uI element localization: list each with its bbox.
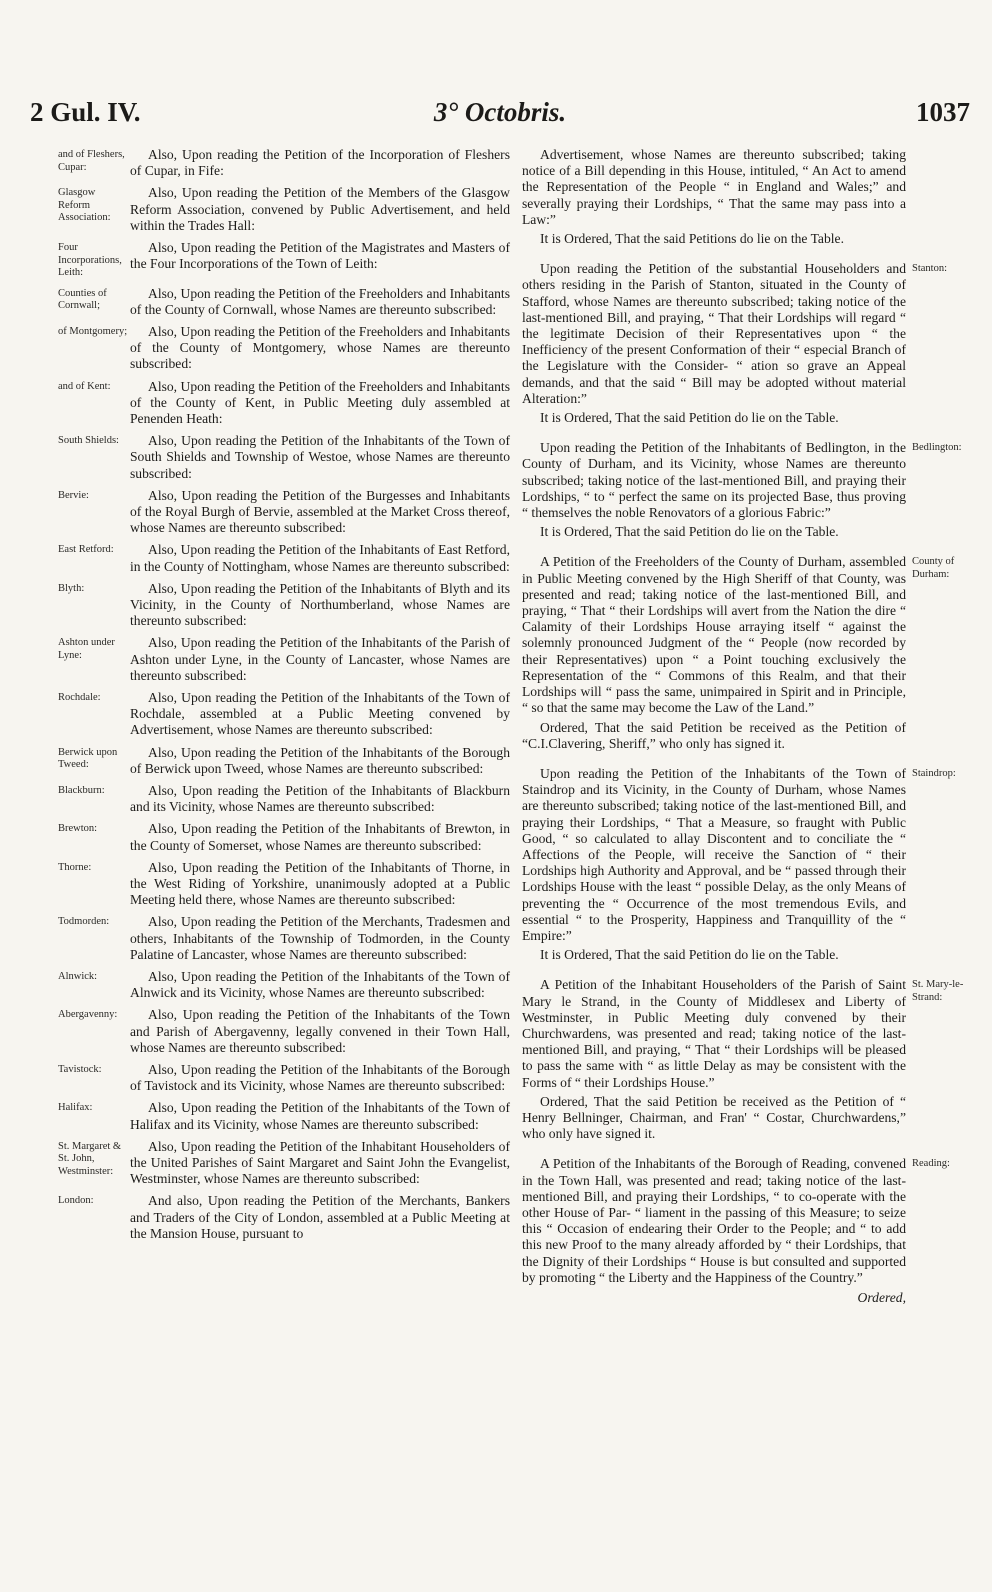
margin-label: South Shields:: [58, 435, 119, 447]
order-text: It is Ordered, That the said Petitions do lie on the Table.: [540, 231, 844, 247]
petition-entry: [58, 860, 510, 909]
margin-label: Bervie:: [58, 489, 89, 501]
petition-entry: [522, 554, 955, 751]
petition-entry: [58, 286, 510, 318]
petition-entry: [522, 147, 906, 247]
petition-text: And also, Upon reading the Petition of the Merchants, Bankers and Traders of the City of London, assembled at a Public Meeting at the Mansion House, pursuant to: [130, 1193, 510, 1241]
petition-entry: [58, 1100, 510, 1132]
margin-label: Four Incorporations, Leith:: [58, 242, 122, 279]
margin-label: Thorne:: [58, 861, 92, 873]
petition-text: Advertisement, whose Names are thereunto subscribed; taking notice of a Bill depending in this House, intituled, “ An Act to amend the Representation of the People “ in England and Wales;” and severally praying their Lordships, “ That the same may pass into a Law:”: [522, 147, 906, 227]
margin-label: Abergavenny:: [58, 1009, 118, 1021]
margin-label: of Montgomery;: [58, 325, 128, 337]
petition-text: Also, Upon reading the Petition of the Members of the Glasgow Reform Association, convened by Public Advertisement, and held within the Trades Hall:: [130, 185, 510, 233]
petition-entry: [58, 783, 510, 815]
petition-entry: [58, 379, 510, 428]
petition-entry: [522, 1156, 950, 1286]
margin-label: Halifax:: [58, 1102, 93, 1114]
petition-entry: [58, 635, 510, 684]
petition-entry: [58, 690, 510, 739]
margin-label: Counties of Cornwall;: [58, 287, 107, 312]
petition-entry: [522, 261, 948, 426]
margin-label: Blyth:: [58, 582, 85, 594]
catchword: Ordered,: [857, 1290, 906, 1305]
petition-text: Also, Upon reading the Petition of the Inhabitants of the Town of Halifax and its Vicinity, whose Names are thereunto subscribed:: [130, 1100, 510, 1132]
order-text: Ordered, That the said Petition be received as the Petition of “ Henry Bellninger, Chairman, and Fran' “ Costar, Churchwardens,” who only have signed it.: [522, 1093, 906, 1142]
petition-entry: [58, 488, 510, 537]
order-text: It is Ordered, That the said Petition do lie on the Table.: [540, 410, 839, 426]
margin-label: Staindrop:: [912, 767, 956, 779]
margin-label: Todmorden:: [58, 916, 110, 928]
petition-entry: [58, 147, 510, 179]
petition-entry: [522, 440, 962, 540]
margin-label: Bedlington:: [912, 442, 962, 454]
petition-text: Also, Upon reading the Petition of the Freeholders and Inhabitants of the County of Kent, in Public Meeting duly assembled at Penenden Heath:: [130, 378, 510, 426]
regnal-year-heading: 2 Gul. IV.: [30, 97, 141, 127]
margin-label: St. Mary-le-Strand:: [912, 979, 964, 1003]
petition-text: Also, Upon reading the Petition of the Magistrates and Masters of the Four Incorporations of the Town of Leith:: [130, 240, 510, 272]
left-column: [58, 147, 510, 1248]
petition-entry: [58, 542, 510, 574]
petition-text: Also, Upon reading the Petition of the Inhabitants of the Town of Rochdale, assembled at a Public Meeting convened by Advertisement, whose Names are thereunto subscribed:: [130, 689, 510, 738]
petition-entry: [58, 745, 510, 777]
petition-text: Also, Upon reading the Petition of the Merchants, Tradesmen and others, Inhabitants of the Township of Todmorden, in the County Palatine of Lancaster, whose Names are thereunto subscribed:: [130, 914, 510, 962]
petition-text: Also, Upon reading the Petition of the Burgesses and Inhabitants of the Royal Burgh of Bervie, assembled at the Market Cross thereof, whose Names are thereunto subscribed:: [130, 487, 510, 536]
margin-label: St. Margaret & St. John, Westminster:: [58, 1140, 122, 1177]
petition-entry: [58, 433, 510, 482]
margin-label: Brewton:: [58, 823, 98, 835]
petition-entry: [58, 1062, 510, 1094]
petition-entry: [58, 1193, 510, 1242]
petition-text: Also, Upon reading the Petition of the Inhabitants of the Parish of Ashton under Lyne, in the County of Lancaster, whose Names are thereunto subscribed:: [130, 635, 510, 683]
petition-entry: [58, 324, 510, 373]
margin-label: East Retford:: [58, 544, 114, 556]
margin-label: Alnwick:: [58, 971, 98, 983]
petition-text: Upon reading the Petition of the Inhabitants of Bedlington, in the County of Durham, and its Vicinity, whose Names are thereunto subscribed; taking notice of the last-mentioned Bill, and praying their Lordships, “ to “ perfect the same on its projected Base, thus proving “ themselves the noble Renovators of a glorious Fabric:”: [522, 440, 906, 521]
petition-entry: [58, 1007, 510, 1056]
petition-text: Also, Upon reading the Petition of the Inhabitants of the Town of Alnwick and its Vicinity, whose Names are thereunto subscribed:: [130, 969, 510, 1001]
margin-label: Rochdale:: [58, 691, 101, 703]
margin-label: Ashton under Lyne:: [58, 637, 115, 661]
petition-entry: [58, 581, 510, 630]
petition-text: A Petition of the Inhabitants of the Borough of Reading, convened in the Town Hall, was presented and read; taking notice of the last-mentioned Bill, and praying their Lordships, “ to co-operate with the other House of Par- “ liament in the passing of this Measure; to seize this “ Occasion of endearing their Order to the People; and “ to add this new Proof to the many already afforded by “ their Lordships, that the Dignity of their Lordships “ House is but consulted and supported by promoting “ the Liberty and the Happiness of the Country.”: [522, 1156, 906, 1285]
page-header: [30, 92, 970, 132]
petition-text: Also, Upon reading the Petition of the Incorporation of Fleshers of Cupar, in Fife:: [130, 147, 510, 179]
petition-text: Also, Upon reading the Petition of the Inhabitants of the Borough of Tavistock and its Vicinity, whose Names are thereunto subscribed:: [130, 1062, 510, 1094]
petition-text: Upon reading the Petition of the substantial Householders and others residing in the Parish of Stanton, situated in the County of Stafford, whose Names are thereunto subscribed; taking notice of the last-mentioned Bill, and praying, “ That their Lordships will regard “ the legitimate Decision of their Representatives upon “ the Inefficiency of the present Conformation of their “ especial Branch of the Legislature with the Consider- “ ation so grave an Appeal demands, and that the said “ Bill may be adopted without material Alteration:”: [522, 261, 906, 406]
petition-text: Also, Upon reading the Petition of the Inhabitants of Blyth and its Vicinity, in the County of Northumberland, whose Names are thereunto subscribed:: [130, 580, 510, 629]
petition-text: Upon reading the Petition of the Inhabitants of the Town of Staindrop and its Vicinity, in the County of Durham, whose Names are thereunto subscribed; taking notice of the last-mentioned Bill, and praying their Lordships, “ That a Measure, so fraught with Public Good, “ so calculated to allay Discontent and to conciliate the “ Affections of the People, will receive the Sanction of “ their Lordships high Authority and Approval, and be “ passed through their Lordships House with the least “ possible Delay, as the only Means of preventing the “ Occurrence of the most tremendous Evils, and essential “ to the Prosperity, Happiness and Tranquillity of the “ Empire:”: [522, 765, 906, 943]
page-number: 1037: [916, 97, 970, 127]
margin-label: London:: [58, 1195, 94, 1207]
petition-text: Also, Upon reading the Petition of the Inhabitants of Blackburn and its Vicinity, whose Names are thereunto subscribed:: [130, 783, 510, 815]
petition-text: Also, Upon reading the Petition of the Inhabitants of Brewton, in the County of Somerset, whose Names are thereunto subscribed:: [130, 821, 510, 853]
petition-entry: [58, 1139, 510, 1188]
margin-label: Reading:: [912, 1158, 950, 1170]
order-text: It is Ordered, That the said Petition do lie on the Table.: [540, 524, 839, 540]
petition-entry: [58, 185, 510, 234]
margin-label: and of Fleshers, Cupar:: [58, 149, 125, 173]
petition-entry: [58, 914, 510, 963]
date-heading: 3° Octobris.: [433, 97, 567, 127]
right-column: [522, 147, 964, 1306]
petition-text: Also, Upon reading the Petition of the Inhabitants of the Borough of Berwick upon Tweed, whose Names are thereunto subscribed:: [130, 744, 510, 776]
order-text: Ordered, That the said Petition be received as the Petition of “C.I.Clavering, Sheriff,” who only has signed it.: [522, 719, 906, 751]
petition-text: Also, Upon reading the Petition of the Inhabitants of the Town of South Shields and Township of Westoe, whose Names are thereunto subscribed:: [130, 433, 510, 481]
margin-label: Stanton:: [912, 263, 948, 275]
petition-entry: [58, 240, 510, 280]
petition-text: Also, Upon reading the Petition of the Inhabitant Householders of the United Parishes of Saint Margaret and Saint John the Evangelist, Westminster, whose Names are thereunto subscribed:: [130, 1138, 510, 1187]
margin-label: Berwick upon Tweed:: [58, 746, 118, 771]
petition-entry: [522, 977, 964, 1142]
petition-text: Also, Upon reading the Petition of the Freeholders and Inhabitants of the County of Cornwall, whose Names are thereunto subscribed:: [130, 285, 510, 317]
petition-text: Also, Upon reading the Petition of the Freeholders and Inhabitants of the County of Montgomery, whose Names are thereunto subscribed:: [130, 323, 510, 372]
margin-label: Glasgow Reform Association:: [58, 187, 111, 224]
petition-text: A Petition of the Inhabitant Householders of the Parish of Saint Mary le Strand, in the County of Middlesex and Liberty of Westminster, in Public Meeting duly convened by their Churchwardens, was presented and read; taking notice of the last-mentioned Bill, and praying, “ That “ their Lordships will be pleased to pass the same with “ as little Delay as may be consistent with the Forms of “ their Lordships House.”: [522, 977, 906, 1090]
petition-text: Also, Upon reading the Petition of the Inhabitants of East Retford, in the County of Nottingham, whose Names are thereunto subscribed:: [130, 542, 510, 574]
petition-text: Also, Upon reading the Petition of the Inhabitants of Thorne, in the West Riding of Yorkshire, unanimously adopted at a Public Meeting held there, whose Names are thereunto subscribed:: [130, 859, 510, 908]
petition-entry: [522, 765, 956, 963]
petition-text: Also, Upon reading the Petition of the Inhabitants of the Town and Parish of Abergavenny, legally convened in their Town Hall, whose Names are thereunto subscribed:: [130, 1007, 510, 1055]
margin-label: Blackburn:: [58, 785, 105, 796]
petition-entry: [58, 969, 510, 1001]
petition-entry: [58, 821, 510, 853]
order-text: It is Ordered, That the said Petition do lie on the Table.: [540, 947, 839, 963]
petition-text: A Petition of the Freeholders of the County of Durham, assembled in Public Meeting convened by the High Sheriff of that County, was presented and read; taking notice of the last-mentioned Bill, and praying, “ That “ their Lordships will avert from the Nation the dire “ Calamity of their Lordships House arraying itself “ against the solemnly pronounced Judgment of the “ People (now recorded by their Representatives) upon “ a Point touching exclusively the Representation of the “ Commons of this Realm, and that their Lordships will “ pass the same, unimpaired in Spirit and in Principle, “ so that the same may become the Law of the Land.”: [522, 554, 906, 716]
margin-label: and of Kent:: [58, 380, 111, 392]
margin-label: County of Durham:: [912, 556, 955, 580]
margin-label: Tavistock:: [58, 1064, 102, 1076]
